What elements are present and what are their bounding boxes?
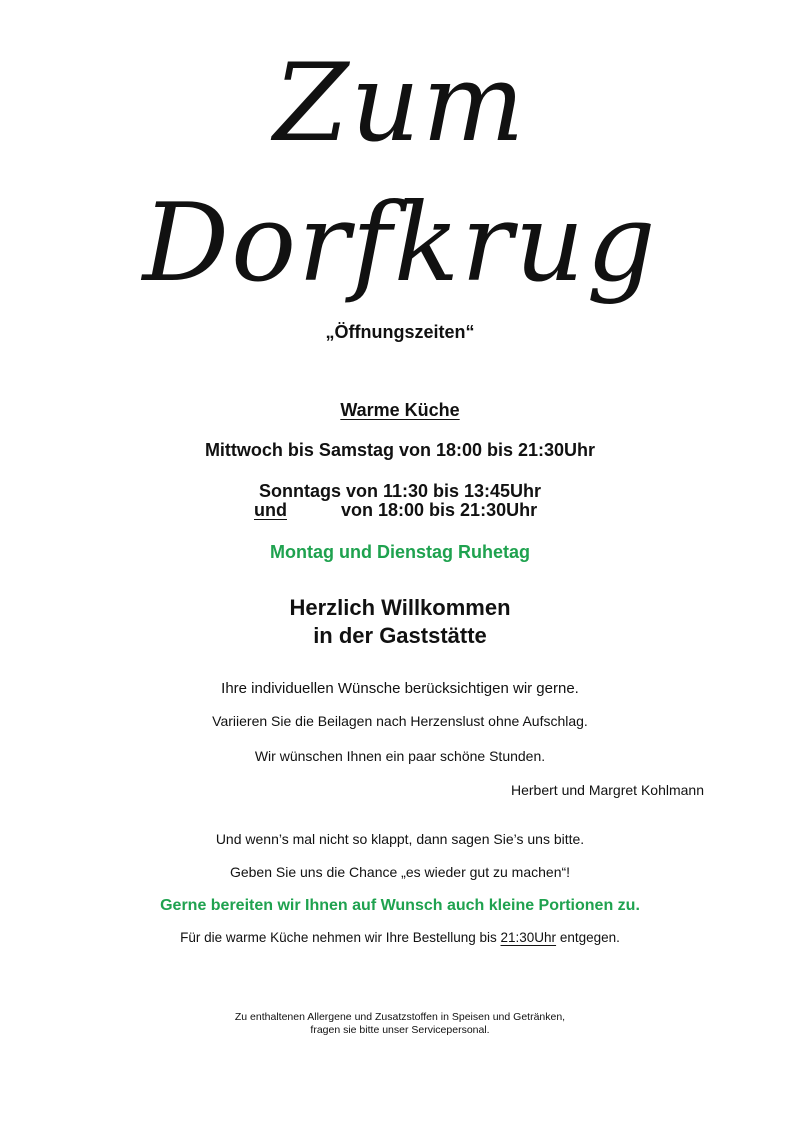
message-order [0,930,800,945]
title-line-dorfkrug: Dorfkrug [142,181,658,306]
message-order-prefix: Für die warme Küche nehmen wir Ihre Bestellung bis [180,930,501,945]
hours-sunday-evening: von 18:00 bis 21:30Uhr [341,500,538,520]
hours-sunday: Sonntags von 11:30 bis 13:45Uhr [258,481,542,501]
message-complaint: Und wenn’s mal nicht so klappt, dann sagen Sie’s uns bitte. [215,831,585,847]
hours-and-label: und [254,500,287,520]
message-enjoy: Wir wünschen Ihnen ein paar schöne Stunden. [254,748,546,764]
hours-heading-text: Warme Küche [340,400,460,420]
title-line-zum: Zum [273,41,527,166]
message-wishes: Ihre individuellen Wünsche berücksichtigen wir gerne. [221,680,579,697]
hours-weekdays: Mittwoch bis Samstag von 18:00 bis 21:30Uhr [204,440,596,460]
message-chance: Geben Sie uns die Chance „es wieder gut zu machen“! [229,864,571,880]
signature: Herbert und Margret Kohlmann [511,782,704,798]
welcome-line-1: Herzlich Willkommen [289,595,511,620]
message-sides: Variieren Sie die Beilagen nach Herzenslust ohne Aufschlag. [212,713,588,729]
subtitle-opening-hours: „Öffnungszeiten“ [325,322,475,342]
closed-days: Montag und Dienstag Ruhetag [270,542,530,562]
message-order-time: 21:30Uhr [500,930,557,945]
message-portions: Gerne bereiten wir Ihnen auf Wunsch auch kleine Portionen zu. [160,897,640,914]
footer-allergens-line-2: fragen sie bitte unser Servicepersonal. [310,1024,490,1036]
message-order-suffix: entgegen. [556,930,620,945]
footer-allergens-line-1: Zu enthaltenen Allergene und Zusatzstoffen in Speisen und Getränken, [234,1011,566,1023]
hours-sunday-evening-row [0,500,800,524]
welcome-line-2: in der Gaststätte [313,623,487,648]
hours-heading [0,400,800,421]
